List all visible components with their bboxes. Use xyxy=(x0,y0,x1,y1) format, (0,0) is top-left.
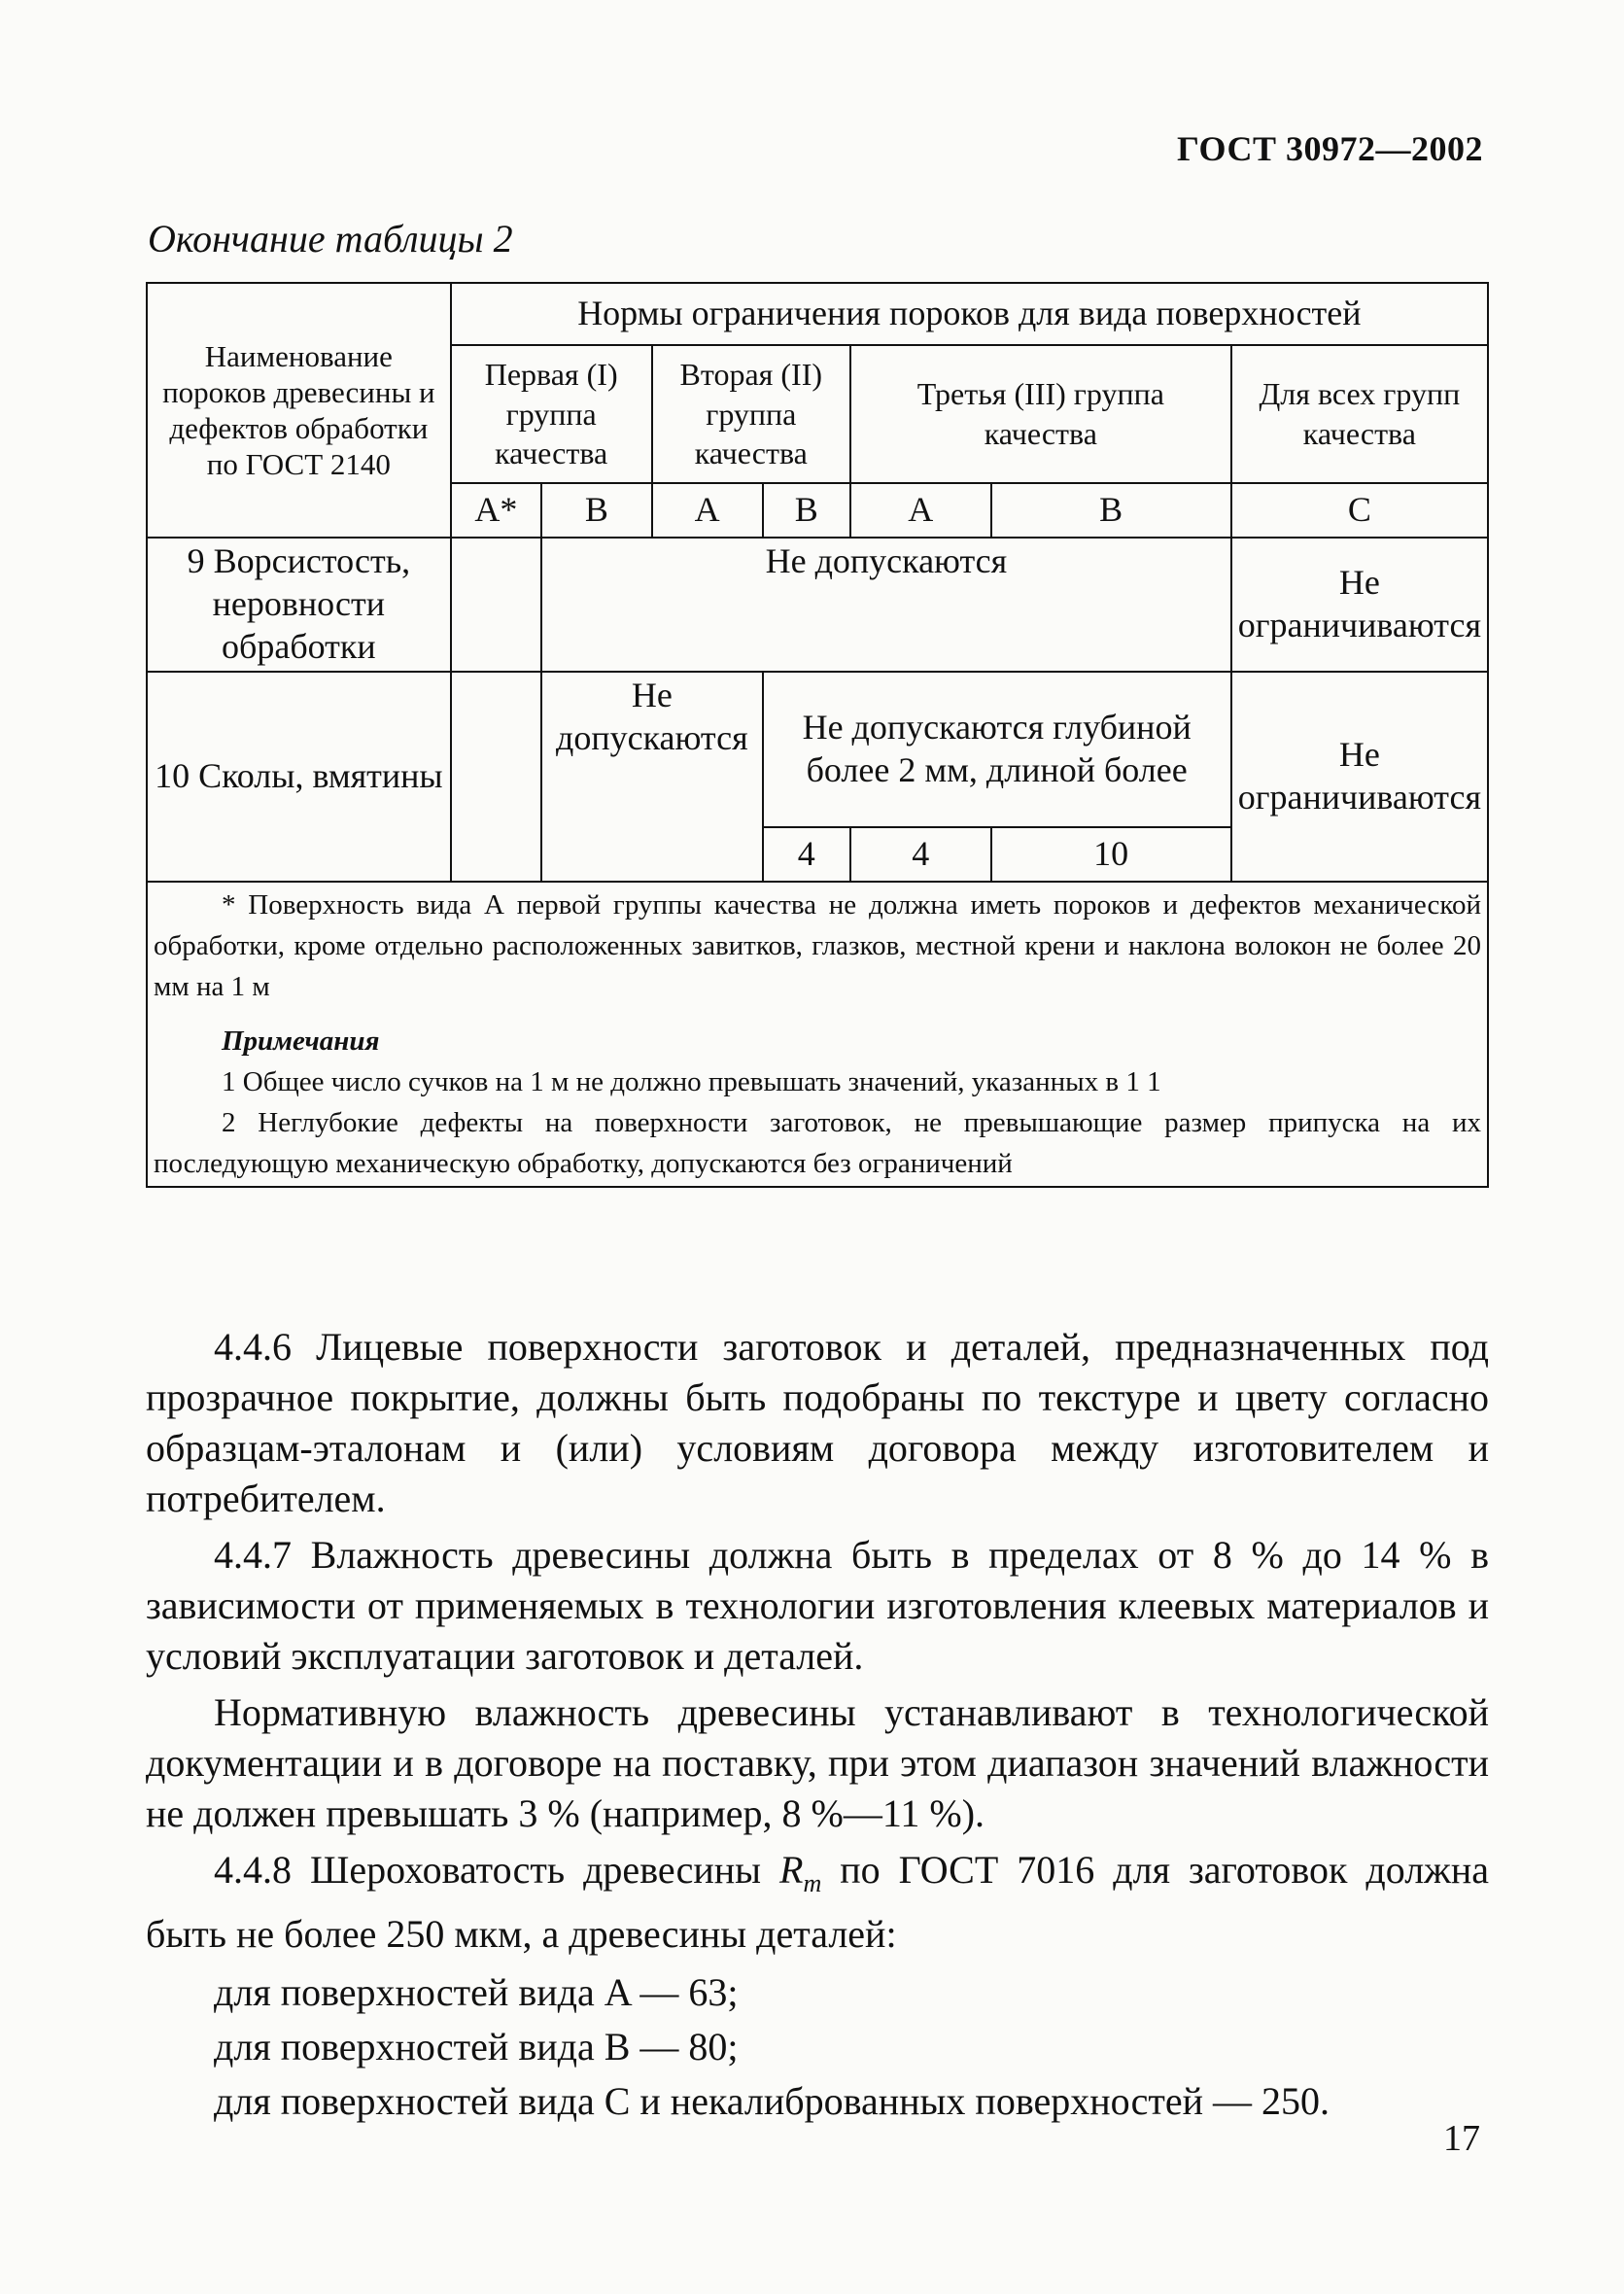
subcolumn-header: A xyxy=(652,483,763,538)
page-number: 17 xyxy=(1443,2118,1480,2159)
table-cell-value: Не допускаются xyxy=(541,538,1231,672)
notes-title: Примечания xyxy=(222,1025,380,1057)
paragraph: 4.4.6 Лицевые поверхности заготовок и деталей, предназначенных под прозрачное покрытие, должны быть подобраны по текстуре и цвету согласно образцам-эталонам и (или) условиям договора между изготовителем и потребителем. xyxy=(146,1325,1489,1520)
list-item: для поверхностей вида A — 63; xyxy=(214,1970,739,2014)
defects-table xyxy=(146,282,1489,1188)
group-header-first: Первая (I) группа качества xyxy=(451,345,652,483)
subcolumn-header: C xyxy=(1231,483,1488,538)
paragraph: Нормативную влажность древесины устанавливают в технологической документации и в договоре на поставку, при этом диапазон значений влажности не должен превышать 3 % (например, 8 %—11 %). xyxy=(146,1690,1489,1835)
subcolumn-header: B xyxy=(763,483,850,538)
document-code: ГОСТ 30972—2002 xyxy=(1177,129,1483,168)
table-cell-number: 4 xyxy=(850,827,991,882)
group-header-third: Третья (III) группа качества xyxy=(850,345,1231,483)
group-header-second: Вторая (II) группа качества xyxy=(652,345,850,483)
table-cell-value: Не ограничиваются xyxy=(1231,672,1488,882)
table-caption: Окончание таблицы 2 xyxy=(148,217,513,261)
table-notes xyxy=(147,882,1488,1187)
paragraph-text: 4.4.8 Шероховатость древесины xyxy=(214,1848,780,1892)
table-cell-empty xyxy=(451,538,541,672)
list-item: для поверхностей вида B — 80; xyxy=(214,2025,739,2068)
table-cell-number: 10 xyxy=(991,827,1231,882)
column-header-norms: Нормы ограничения пороков для вида поверхностей xyxy=(451,283,1488,345)
group-header-all: Для всех групп качества xyxy=(1231,345,1488,483)
row-name: 10 Сколы, вмятины xyxy=(147,672,451,882)
roughness-subscript: m xyxy=(803,1869,822,1897)
subcolumn-header: A xyxy=(850,483,991,538)
body-text xyxy=(146,1322,1489,2129)
paragraph-text: по ГОСТ 7016 для заготовок должна быть не более 250 мкм, а древесины деталей: xyxy=(146,1848,1489,1956)
row-name: 9 Ворсистость, неровности обработки xyxy=(147,538,451,672)
note-item: 1 Общее число сучков на 1 м не должно превышать значений, указанных в 1 1 xyxy=(222,1065,1161,1097)
column-header-name: Наименование пороков древесины и дефектов обработки по ГОСТ 2140 xyxy=(147,283,451,538)
table-cell-value: Не допускаются xyxy=(541,672,763,882)
subcolumn-header: B xyxy=(541,483,652,538)
table-cell-value: Не допускаются глубиной более 2 мм, длиной более xyxy=(763,672,1231,827)
table-cell-value: Не ограничиваются xyxy=(1231,538,1488,672)
list-item: для поверхностей вида C и некалиброванных поверхностей — 250. xyxy=(214,2079,1330,2123)
roughness-list xyxy=(146,1965,1489,2129)
table-cell-empty xyxy=(451,672,541,882)
table-footnote: * Поверхность вида А первой группы качества не должна иметь пороков и дефектов механической обработки, кроме отдельно расположенных завитков, глазков, местной крени и наклона волокон не более 20 мм на 1 м xyxy=(154,888,1481,1002)
subcolumn-header: A* xyxy=(451,483,541,538)
table-cell-number: 4 xyxy=(763,827,850,882)
subcolumn-header: B xyxy=(991,483,1231,538)
paragraph-roughness xyxy=(146,1845,1489,1960)
roughness-symbol: R xyxy=(779,1848,804,1892)
paragraph: 4.4.7 Влажность древесины должна быть в пределах от 8 % до 14 % в зависимости от применяемых в технологии изготовления клеевых материалов и условий эксплуатации заготовок и деталей. xyxy=(146,1533,1489,1678)
note-item: 2 Неглубокие дефекты на поверхности заготовок, не превышающие размер припуска на их последующую механическую обработку, допускаются без ограничений xyxy=(154,1106,1481,1179)
